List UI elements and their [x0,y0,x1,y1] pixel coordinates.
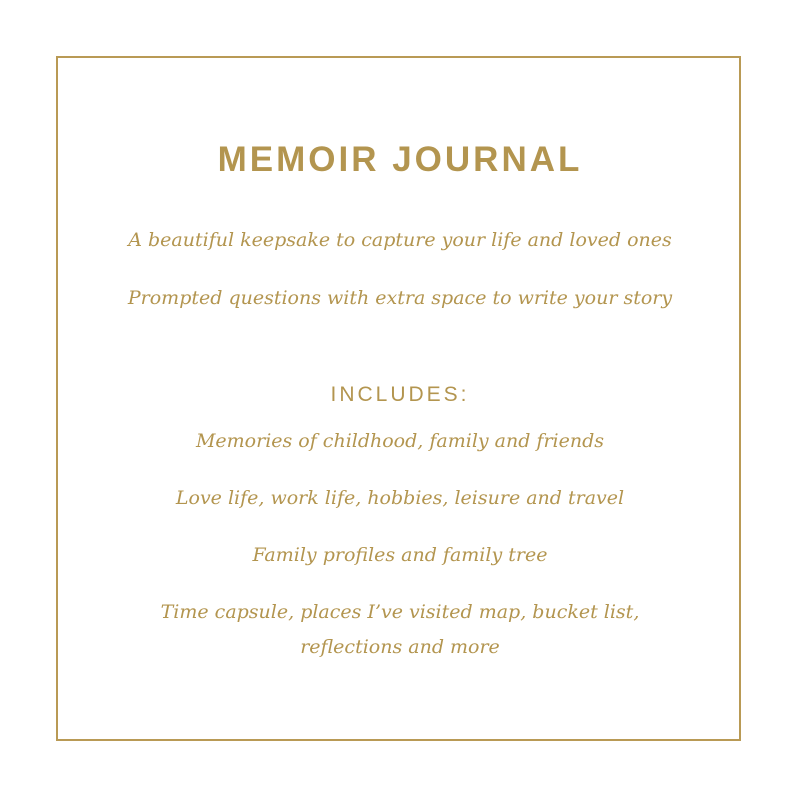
tagline-prompted-questions: Prompted questions with extra space to write your story [127,287,673,309]
includes-item-time-capsule-cont: reflections and more [300,636,500,658]
tagline-keepsake: A beautiful keepsake to capture your life and loved ones [128,229,672,251]
includes-heading: INCLUDES: [330,383,470,406]
includes-item-memories: Memories of childhood, family and friends [195,430,605,452]
includes-item-life: Love life, work life, hobbies, leisure and travel [175,487,625,509]
page-title: MEMOIR JOURNAL [217,140,583,179]
includes-item-family: Family profiles and family tree [252,544,548,566]
includes-item-time-capsule: Time capsule, places I’ve visited map, bucket list, [160,601,640,623]
